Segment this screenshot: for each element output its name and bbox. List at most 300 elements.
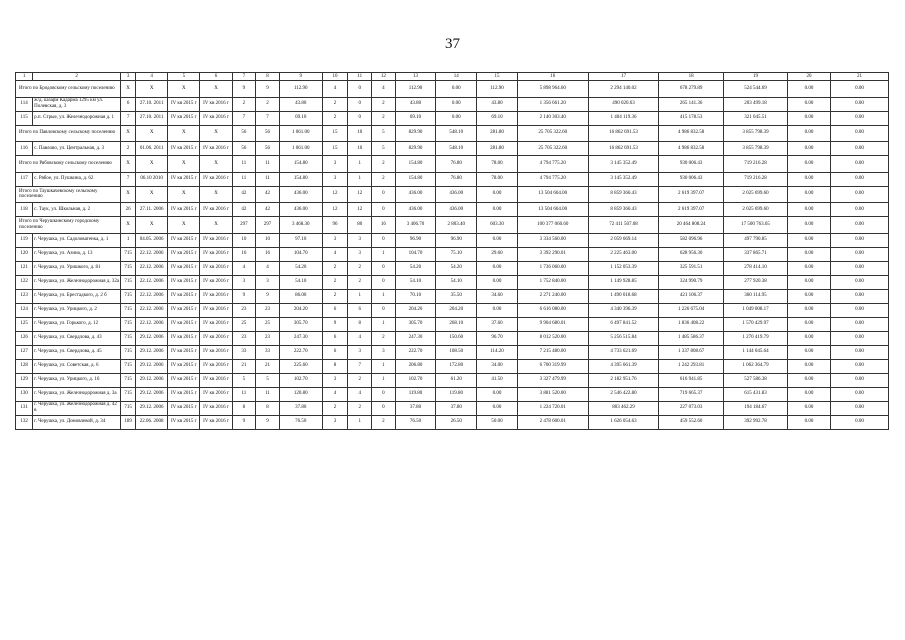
table-cell: 16: [232, 247, 256, 261]
table-cell: 7: [256, 111, 280, 125]
table-cell: 1: [348, 156, 372, 173]
table-cell: IV кв 2016 г: [200, 142, 232, 156]
address-cell: г. Черушка, ул. Горького, д. 12: [33, 317, 121, 331]
table-cell: 75.10: [436, 247, 477, 261]
table-cell: 54.10: [395, 275, 436, 289]
table-cell: 5: [372, 142, 396, 156]
table-row: [16, 97, 889, 111]
table-cell: 2: [322, 275, 348, 289]
table-cell: 715: [121, 387, 136, 401]
table-cell: 0.00: [788, 387, 831, 401]
table-cell: 06.10 2010: [136, 172, 168, 186]
table-cell: 1: [372, 317, 396, 331]
table-cell: 222.70: [279, 345, 322, 359]
table-cell: 11: [232, 172, 256, 186]
table-cell: IV кв 2015 г: [168, 331, 200, 345]
table-cell: 436.00: [279, 203, 322, 217]
table-cell: 0: [372, 261, 396, 275]
table-cell: 616 941.85: [659, 373, 723, 387]
table-cell: 42: [232, 203, 256, 217]
table-cell: 2: [372, 331, 396, 345]
table-cell: 80: [348, 217, 372, 234]
table-cell: 321 045.51: [723, 111, 787, 125]
table-cell: 0: [348, 97, 372, 111]
table-cell: IV кв 2016 г: [200, 111, 232, 125]
table-cell: 421 106.37: [659, 289, 723, 303]
table-cell: 154.80: [279, 156, 322, 173]
table-cell: X: [136, 186, 168, 203]
address-cell: г. Черушка, ул. Свердлова, д. 43: [33, 331, 121, 345]
table-cell: 1 490 018.68: [588, 289, 659, 303]
table-cell: 17 500 763.65: [723, 217, 787, 234]
table-cell: 104.70: [395, 247, 436, 261]
table-cell: 8: [256, 401, 280, 415]
table-cell: 0.00: [831, 217, 889, 234]
table-cell: 0.00: [831, 275, 889, 289]
table-cell: 2: [348, 401, 372, 415]
table-cell: 0: [372, 303, 396, 317]
table-cell: 0.00: [831, 203, 889, 217]
table-cell: IV кв 2015 г: [168, 111, 200, 125]
table-cell: 360 114.95: [723, 289, 787, 303]
table-cell: 2 059 669.14: [588, 233, 659, 247]
table-cell: 2: [232, 97, 256, 111]
table-cell: 10: [348, 142, 372, 156]
table-row: [16, 331, 889, 345]
column-number: 8: [256, 73, 280, 81]
table-cell: 37.80: [436, 401, 477, 415]
column-number: 18: [659, 73, 723, 81]
table-cell: 97.10: [279, 233, 322, 247]
table-cell: 603.30: [477, 217, 518, 234]
table-cell: 1: [372, 247, 396, 261]
table-cell: 1 836 408.22: [659, 317, 723, 331]
table-cell: IV кв 2016 г: [200, 203, 232, 217]
table-cell: 3: [348, 247, 372, 261]
table-cell: 715: [121, 303, 136, 317]
table-cell: IV кв 2015 г: [168, 142, 200, 156]
address-cell: г. Черушка, ул. Брестадкого, д. 2 б: [33, 289, 121, 303]
housing-program-table: [15, 72, 889, 430]
column-number: 6: [200, 73, 232, 81]
table-cell: 189: [121, 415, 136, 429]
table-cell: 4: [322, 247, 348, 261]
table-cell: 100 377 060.60: [517, 217, 588, 234]
table-cell: 2 182 951.76: [588, 373, 659, 387]
table-cell: 22.12. 2006: [136, 303, 168, 317]
column-number: 5: [168, 73, 200, 81]
table-cell: 76.50: [395, 415, 436, 429]
table-cell: 16: [372, 217, 396, 234]
table-cell: 22.12. 2006: [136, 261, 168, 275]
table-cell: 10: [348, 125, 372, 142]
table-cell: 6: [322, 331, 348, 345]
table-cell: 2: [372, 156, 396, 173]
table-cell: 16 862 691.53: [588, 142, 659, 156]
table-cell: 3: [232, 275, 256, 289]
table-cell: IV кв 2016 г: [200, 289, 232, 303]
table-cell: 0.00: [831, 401, 889, 415]
table-cell: 11: [232, 156, 256, 173]
table-cell: 102.70: [279, 373, 322, 387]
table-cell: 1 404 119.36: [588, 111, 659, 125]
table-cell: 582 096.96: [659, 233, 723, 247]
table-cell: IV кв 2015 г: [168, 373, 200, 387]
table-cell: 7: [121, 172, 136, 186]
table-cell: 0.00: [788, 111, 831, 125]
table-cell: 4: [348, 331, 372, 345]
table-row: [16, 233, 889, 247]
table-cell: 194 184.67: [723, 401, 787, 415]
table-cell: 69.10: [477, 111, 518, 125]
table-cell: 0.00: [477, 261, 518, 275]
column-number: 13: [395, 73, 436, 81]
address-cell: г. Черушка, ул. Азина, д. 13: [33, 247, 121, 261]
table-cell: 33: [232, 345, 256, 359]
table-cell: 2: [348, 373, 372, 387]
table-cell: 22.12. 2006: [136, 289, 168, 303]
table-cell: 5: [232, 373, 256, 387]
table-cell: 22.06. 2008: [136, 415, 168, 429]
table-cell: 27.11. 2006: [136, 203, 168, 217]
table-row: [16, 261, 889, 275]
table-cell: 29.12. 2006: [136, 331, 168, 345]
address-cell: г. Черушка, ул. Железнодорожная д. 32а: [33, 275, 121, 289]
table-cell: 0.00: [436, 97, 477, 111]
table-cell: 5: [256, 373, 280, 387]
table-row: [16, 303, 889, 317]
table-cell: 0.00: [788, 261, 831, 275]
table-cell: 1 626 054.63: [588, 415, 659, 429]
table-cell: 0.00: [477, 387, 518, 401]
table-cell: 0.00: [831, 111, 889, 125]
table-cell: 3 392 290.01: [517, 247, 588, 261]
table-cell: 1: [348, 415, 372, 429]
table-cell: 76.50: [279, 415, 322, 429]
table-cell: 3: [322, 233, 348, 247]
table-cell: 0.00: [831, 97, 889, 111]
table-cell: X: [121, 156, 136, 173]
table-cell: 61.20: [436, 373, 477, 387]
table-cell: 120.80: [279, 387, 322, 401]
table-row: [16, 345, 889, 359]
table-cell: 1 356 661.20: [517, 97, 588, 111]
table-cell: 41.50: [477, 373, 518, 387]
table-cell: IV кв 2015 г: [168, 233, 200, 247]
table-cell: 34.60: [477, 289, 518, 303]
table-cell: 34.00: [477, 359, 518, 373]
table-cell: 277 920.38: [723, 275, 787, 289]
table-cell: 7 215 480.00: [517, 345, 588, 359]
table-cell: 126: [16, 331, 33, 345]
table-cell: 8: [348, 317, 372, 331]
table-cell: 123: [16, 289, 33, 303]
table-cell: 678 279.89: [659, 81, 723, 98]
table-cell: IV кв 2015 г: [168, 97, 200, 111]
table-cell: 2: [372, 97, 396, 111]
table-cell: 54.20: [395, 261, 436, 275]
table-cell: 42: [232, 186, 256, 203]
table-cell: 50.00: [477, 415, 518, 429]
table-cell: 2 619 397.07: [659, 186, 723, 203]
table-cell: 0.00: [788, 373, 831, 387]
table-cell: 42: [256, 186, 280, 203]
table-cell: 3 334 560.00: [517, 233, 588, 247]
table-cell: 4 340 396.39: [588, 303, 659, 317]
table-cell: IV кв 2016 г: [200, 387, 232, 401]
table-cell: 122: [16, 275, 33, 289]
table-cell: 29.12. 2006: [136, 345, 168, 359]
table-cell: 9: [232, 415, 256, 429]
table-cell: IV кв 2016 г: [200, 373, 232, 387]
table-cell: X: [136, 217, 168, 234]
table-cell: 0.00: [477, 233, 518, 247]
table-cell: 247.30: [279, 331, 322, 345]
table-cell: 154.80: [395, 172, 436, 186]
table-cell: 204.20: [395, 303, 436, 317]
table-cell: 96.90: [395, 233, 436, 247]
table-cell: 1 224 720.01: [517, 401, 588, 415]
column-number: 10: [322, 73, 348, 81]
table-cell: X: [168, 217, 200, 234]
table-cell: 37.60: [477, 317, 518, 331]
table-cell: 124: [16, 303, 33, 317]
table-cell: 56: [232, 142, 256, 156]
table-cell: 1 149 928.85: [588, 275, 659, 289]
table-row: [16, 142, 889, 156]
address-cell: Итого по Бродовскому сельскому поселению: [16, 81, 121, 98]
table-cell: 54.20: [436, 261, 477, 275]
table-cell: 0: [348, 81, 372, 98]
table-cell: 225.60: [279, 359, 322, 373]
table-cell: 829.90: [395, 125, 436, 142]
table-cell: 715: [121, 317, 136, 331]
column-number: 1: [16, 73, 33, 81]
table-cell: IV кв 2016 г: [200, 317, 232, 331]
table-cell: 26.50: [436, 415, 477, 429]
table-cell: 25 705 322.60: [517, 125, 588, 142]
table-cell: IV кв 2015 г: [168, 415, 200, 429]
table-cell: 0.00: [788, 186, 831, 203]
table-cell: 118: [16, 203, 33, 217]
table-cell: 497 790.85: [723, 233, 787, 247]
table-cell: 0.00: [788, 233, 831, 247]
table-cell: 56: [232, 125, 256, 142]
table-cell: IV кв 2015 г: [168, 261, 200, 275]
table-cell: 154.80: [279, 172, 322, 186]
table-row: [16, 275, 889, 289]
table-cell: 112.90: [395, 81, 436, 98]
table-cell: 29.12. 2006: [136, 373, 168, 387]
table-cell: 247.30: [395, 331, 436, 345]
table-cell: 0.00: [477, 186, 518, 203]
table-cell: 0.00: [788, 217, 831, 234]
table-cell: 4: [256, 261, 280, 275]
table-cell: 2: [348, 275, 372, 289]
table-cell: 116: [16, 142, 33, 156]
table-cell: 268.10: [436, 317, 477, 331]
table-cell: 0: [348, 111, 372, 125]
table-cell: 2: [322, 111, 348, 125]
table-cell: 11: [256, 387, 280, 401]
table-cell: 8: [232, 401, 256, 415]
table-cell: 29.12. 2006: [136, 401, 168, 415]
table-cell: 6: [322, 345, 348, 359]
table-cell: 76.80: [436, 172, 477, 186]
table-cell: 206.80: [395, 359, 436, 373]
table-cell: 56: [256, 142, 280, 156]
table-cell: 27.10. 2011: [136, 111, 168, 125]
table-cell: 0: [372, 233, 396, 247]
table-cell: 715: [121, 401, 136, 415]
table-cell: 11: [256, 156, 280, 173]
table-cell: 1 570 429.97: [723, 317, 787, 331]
table-cell: X: [200, 125, 232, 142]
table-cell: 6 700 319.99: [517, 359, 588, 373]
table-cell: 0.00: [788, 289, 831, 303]
table-cell: 436.00: [395, 186, 436, 203]
table-cell: 0.00: [477, 303, 518, 317]
table-cell: 10: [256, 233, 280, 247]
table-cell: 719 665.37: [659, 387, 723, 401]
address-cell: Итого по Павловскому сельскому поселению: [16, 125, 121, 142]
table-cell: 15: [322, 142, 348, 156]
table-cell: 78.00: [477, 172, 518, 186]
table-cell: 96.70: [477, 331, 518, 345]
table-cell: 172.80: [436, 359, 477, 373]
table-cell: IV кв 2015 г: [168, 172, 200, 186]
table-cell: 7: [232, 111, 256, 125]
table-cell: 25: [256, 317, 280, 331]
table-cell: IV кв 2016 г: [200, 247, 232, 261]
address-cell: г. Черушка, ул. Домовлевой, д. 34: [33, 415, 121, 429]
subtotal-row: [16, 156, 889, 173]
address-cell: Итого по Черушкинскому городскому поселению: [16, 217, 121, 234]
table-cell: X: [168, 125, 200, 142]
table-cell: 29.12. 2006: [136, 387, 168, 401]
table-cell: IV кв 2016 г: [200, 331, 232, 345]
address-cell: г. Черушка, ул. Советская, д. 6: [33, 359, 121, 373]
table-cell: 0.00: [831, 81, 889, 98]
table-cell: IV кв 2015 г: [168, 401, 200, 415]
table-cell: 1: [372, 359, 396, 373]
subtotal-row: [16, 81, 889, 98]
table-cell: 436.00: [436, 203, 477, 217]
table-cell: 0.00: [788, 401, 831, 415]
table-cell: 128: [16, 359, 33, 373]
table-row: [16, 373, 889, 387]
header-row: [16, 73, 889, 81]
table-cell: X: [168, 186, 200, 203]
table-cell: 3: [322, 373, 348, 387]
table-cell: IV кв 2016 г: [200, 275, 232, 289]
table-cell: X: [200, 217, 232, 234]
table-cell: 9: [232, 289, 256, 303]
table-cell: 2 294 140.02: [588, 81, 659, 98]
table-cell: 325 591.51: [659, 261, 723, 275]
table-cell: 436.00: [279, 186, 322, 203]
table-cell: 26: [121, 203, 136, 217]
table-cell: 3 406.70: [395, 217, 436, 234]
table-cell: 2 225 463.00: [588, 247, 659, 261]
table-cell: 04.05. 2006: [136, 233, 168, 247]
table-cell: 10: [232, 233, 256, 247]
table-cell: 4 794 775.20: [517, 156, 588, 173]
table-row: [16, 317, 889, 331]
table-cell: 6 616 080.00: [517, 303, 588, 317]
table-cell: 2: [322, 97, 348, 111]
table-cell: 3: [322, 415, 348, 429]
table-cell: 0.00: [831, 415, 889, 429]
table-cell: 42: [256, 203, 280, 217]
table-cell: 0.00: [788, 156, 831, 173]
table-cell: 37.80: [395, 401, 436, 415]
table-cell: 2 619 397.07: [659, 203, 723, 217]
table-cell: 131: [16, 401, 33, 415]
table-cell: 1 049 008.17: [723, 303, 787, 317]
table-cell: 436.00: [395, 203, 436, 217]
table-cell: 0.00: [831, 331, 889, 345]
table-cell: X: [200, 156, 232, 173]
address-cell: г. Черушка, ул. Железнодорожная д. 42 в: [33, 401, 121, 415]
table-cell: 227 073.03: [659, 401, 723, 415]
table-cell: 8 012 520.00: [517, 331, 588, 345]
table-cell: IV кв 2015 г: [168, 289, 200, 303]
table-cell: 4 986 832.58: [659, 125, 723, 142]
table-cell: 0.00: [788, 172, 831, 186]
table-cell: IV кв 2015 г: [168, 345, 200, 359]
table-cell: 0.00: [788, 142, 831, 156]
table-cell: 12: [348, 186, 372, 203]
table-cell: 305.70: [279, 317, 322, 331]
table-cell: 35.50: [436, 289, 477, 303]
table-cell: 3 855 798.39: [723, 142, 787, 156]
table-cell: 29.60: [477, 247, 518, 261]
table-cell: 2: [322, 289, 348, 303]
address-cell: Итого по Таушкачевскому сельскому поселению: [16, 186, 121, 203]
table-cell: 8: [322, 359, 348, 373]
table-cell: 0.00: [831, 373, 889, 387]
table-cell: 01.06. 2011: [136, 142, 168, 156]
table-cell: 119.80: [395, 387, 436, 401]
table-cell: IV кв 2015 г: [168, 203, 200, 217]
table-cell: 0.00: [831, 289, 889, 303]
table-cell: 9: [256, 81, 280, 98]
table-cell: 6: [121, 97, 136, 111]
table-cell: 0: [372, 186, 396, 203]
table-cell: 0.00: [831, 186, 889, 203]
address-cell: г. Черушка, ул. Садоловатенка, д. 1: [33, 233, 121, 247]
table-cell: 23: [256, 303, 280, 317]
table-cell: 22.12. 2006: [136, 247, 168, 261]
table-row: [16, 415, 889, 429]
table-cell: 715: [121, 275, 136, 289]
table-cell: 114: [16, 97, 33, 111]
table-cell: X: [136, 125, 168, 142]
table-cell: 54.10: [279, 275, 322, 289]
table-cell: 2 478 600.01: [517, 415, 588, 429]
table-cell: 415 178.53: [659, 111, 723, 125]
table-cell: 37.80: [279, 401, 322, 415]
table-cell: 120: [16, 247, 33, 261]
table-cell: 6: [322, 303, 348, 317]
address-cell: с. Рябое, ул. Пушкина, д. 62: [33, 172, 121, 186]
table-cell: 829.90: [395, 142, 436, 156]
table-row: [16, 172, 889, 186]
table-cell: 43.80: [279, 97, 322, 111]
column-number: 9: [279, 73, 322, 81]
table-cell: 22.12. 2006: [136, 275, 168, 289]
